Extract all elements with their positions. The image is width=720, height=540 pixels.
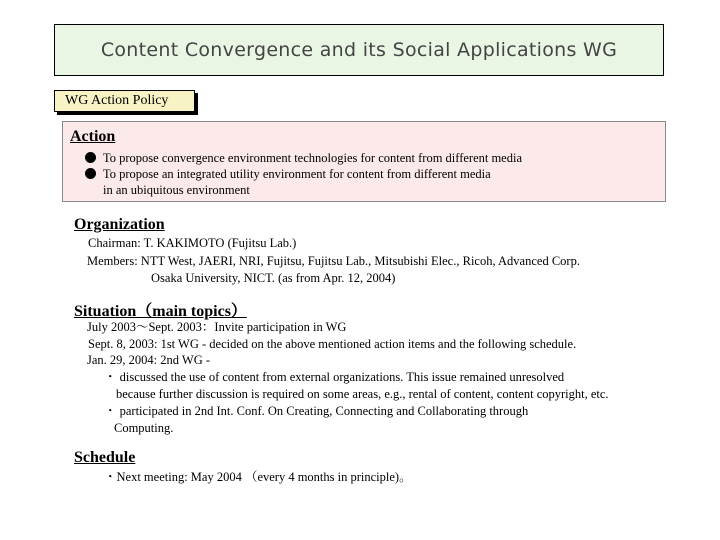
bullet-icon <box>85 152 96 163</box>
organization-heading: Organization <box>74 216 165 233</box>
schedule-heading: Schedule <box>74 449 136 466</box>
action-item-1 <box>103 150 522 166</box>
action-item-2 <box>103 166 491 182</box>
wg-action-policy-tag: WG Action Policy <box>54 90 195 112</box>
bullet-icon <box>85 168 96 179</box>
situation-line-3: Jan. 29, 2004: 2nd WG - <box>87 353 211 367</box>
action-item-2-cont: in an ubiquitous environment <box>103 183 250 197</box>
slide-title: Content Convergence and its Social Applications WG <box>100 39 618 61</box>
situation-line-4: ・ discussed the use of content from external organizations. This issue remained unresolved <box>104 370 565 384</box>
organization-chairman: Chairman: T. KAKIMOTO (Fujitsu Lab.) <box>88 236 297 250</box>
schedule-line-1: ・Next meeting: May 2004 （every 4 months in principle)。 <box>104 470 412 484</box>
situation-line-5: because further discussion is required on some areas, e.g., rental of content, content copyright, etc. <box>116 387 609 401</box>
action-item-2-text: To propose an integrated utility environment for content from different media <box>103 167 491 181</box>
organization-members: Members: NTT West, JAERI, NRI, Fujitsu, Fujitsu Lab., Mitsubishi Elec., Ricoh, Advanced Corp. <box>87 254 580 268</box>
action-heading: Action <box>70 128 116 145</box>
situation-line-2: Sept. 8, 2003: 1st WG - decided on the above mentioned action items and the following schedule. <box>88 337 577 351</box>
organization-members-cont: Osaka University, NICT. (as from Apr. 12, 2004) <box>151 271 396 285</box>
situation-line-1: July 2003～Sept. 2003：Invite participation in WG <box>87 320 347 334</box>
situation-line-7: Computing. <box>114 421 174 435</box>
action-box <box>62 121 666 202</box>
situation-line-6: ・ participated in 2nd Int. Conf. On Creating, Connecting and Collaborating through <box>104 404 529 418</box>
title-box <box>54 24 664 76</box>
action-item-1-text: To propose convergence environment technologies for content from different media <box>103 151 523 165</box>
situation-heading: Situation（main topics） <box>74 303 247 320</box>
